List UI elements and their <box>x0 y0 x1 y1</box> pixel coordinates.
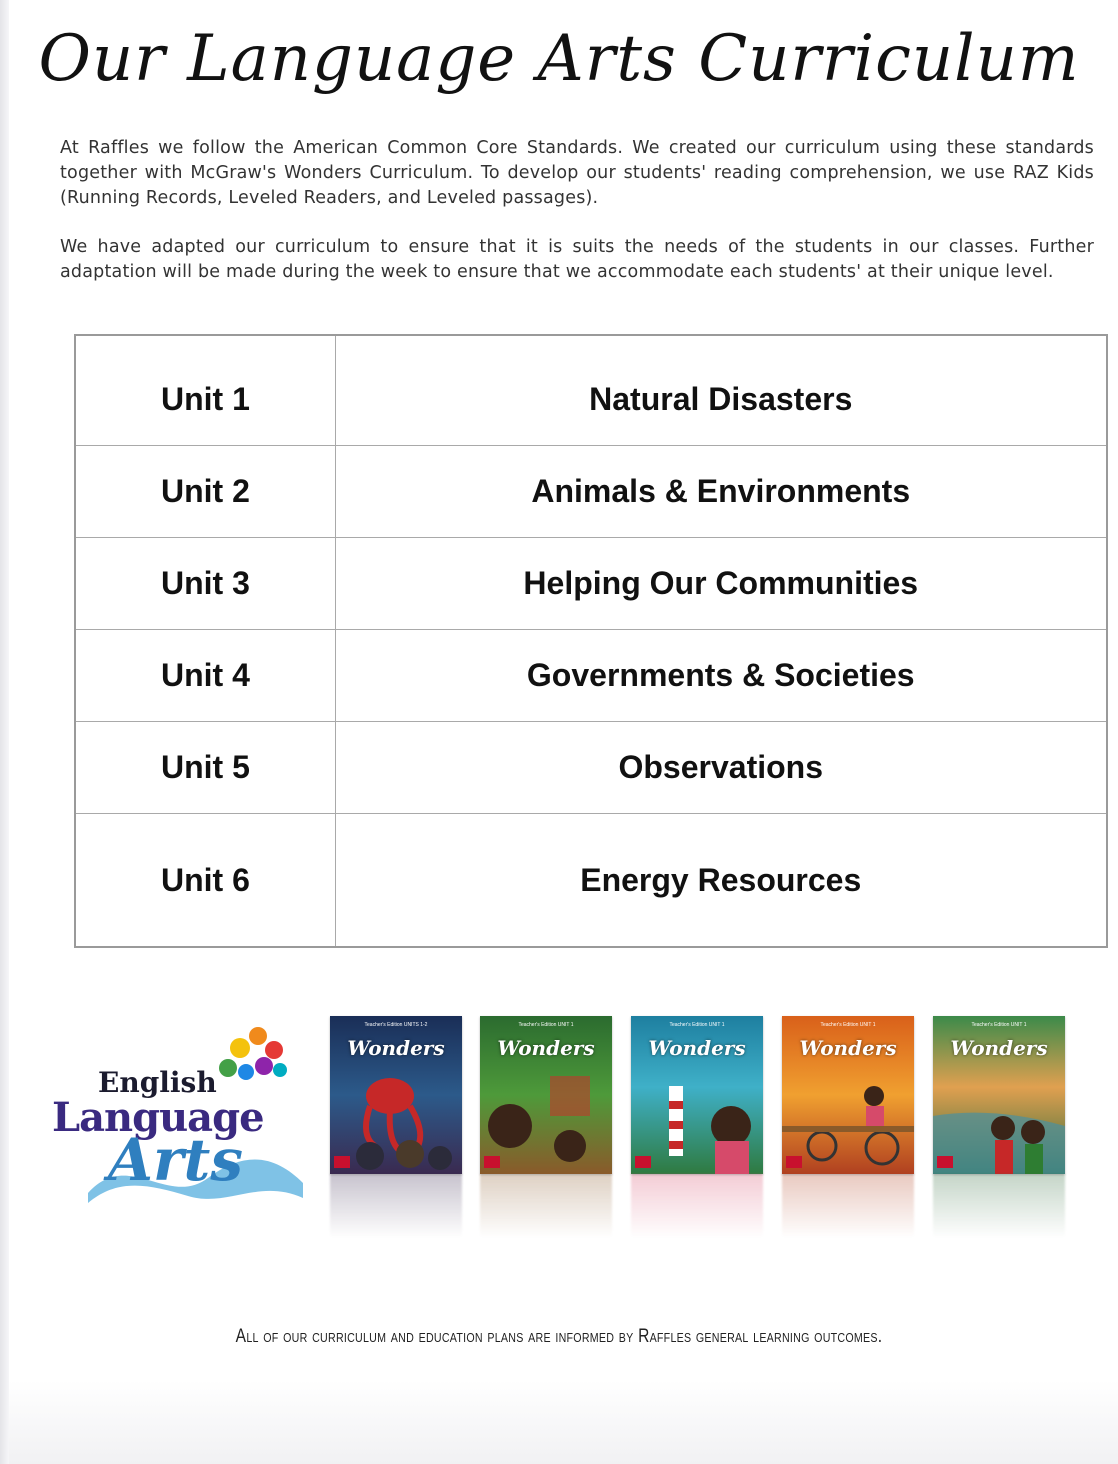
page-edge <box>0 0 9 1464</box>
units-table <box>74 334 1108 948</box>
unit-topic: Observations <box>335 722 1107 814</box>
wonders-books <box>330 1016 1080 1246</box>
intro-paragraph-1: At Raffles we follow the American Common Core Standards. We created our curriculum using these standards together with McGraw's Wonders Curriculum. To develop our students' reading comprehension, we use RAZ Kids (Running Records, Leveled Readers, and Leveled passages). <box>60 138 1094 208</box>
octopus-icon <box>330 1016 462 1174</box>
book-cover: Teacher's Edition UNIT 1 Wonders <box>480 1016 612 1174</box>
table-row <box>75 722 1107 814</box>
book-cover: Teacher's Edition UNIT 1 Wonders <box>933 1016 1065 1174</box>
books-reflection <box>330 1174 462 1238</box>
publisher-logo <box>484 1156 500 1168</box>
book-cover: Teacher's Edition UNIT 1 Wonders <box>782 1016 914 1174</box>
logo-language: Language <box>52 1094 264 1141</box>
unit-number: Unit 1 <box>75 335 335 446</box>
forest-kids-icon <box>480 1016 612 1174</box>
intro-paragraph-2: We have adapted our curriculum to ensure that it is suits the needs of the students in our classes. Further adaptation will be made during the week to ensure that we accommodate each students' at their unique level. <box>60 237 1094 282</box>
unit-topic: Helping Our Communities <box>335 538 1107 630</box>
publisher-logo <box>786 1156 802 1168</box>
unit-topic: Natural Disasters <box>335 335 1107 446</box>
logo-english: English <box>98 1066 217 1099</box>
publisher-logo <box>937 1156 953 1168</box>
lighthouse-icon <box>631 1016 763 1174</box>
logo-arts: Arts <box>108 1126 244 1194</box>
unit-number: Unit 2 <box>75 446 335 538</box>
unit-topic: Energy Resources <box>335 814 1107 948</box>
table-row <box>75 814 1107 948</box>
table-row <box>75 538 1107 630</box>
book-cover: Teacher's Edition UNIT 1 Wonders <box>631 1016 763 1174</box>
table-row <box>75 335 1107 446</box>
unit-topic: Governments & Societies <box>335 630 1107 722</box>
book-cover: Teacher's Edition UNITS 1-2 Wonders <box>330 1016 462 1174</box>
footer-note: All of our curriculum and education plans are informed by Raffles general learning outcomes. <box>235 1326 883 1347</box>
table-row <box>75 630 1107 722</box>
unit-number: Unit 5 <box>75 722 335 814</box>
unit-number: Unit 3 <box>75 538 335 630</box>
unit-number: Unit 6 <box>75 814 335 948</box>
river-kids-icon <box>933 1016 1065 1174</box>
page-title: Our Language Arts Curriculum <box>38 22 1080 96</box>
bicycle-icon <box>782 1016 914 1174</box>
ela-logo <box>48 1018 298 1198</box>
publisher-logo <box>334 1156 350 1168</box>
unit-number: Unit 4 <box>75 630 335 722</box>
table-row <box>75 446 1107 538</box>
unit-topic: Animals & Environments <box>335 446 1107 538</box>
publisher-logo <box>635 1156 651 1168</box>
